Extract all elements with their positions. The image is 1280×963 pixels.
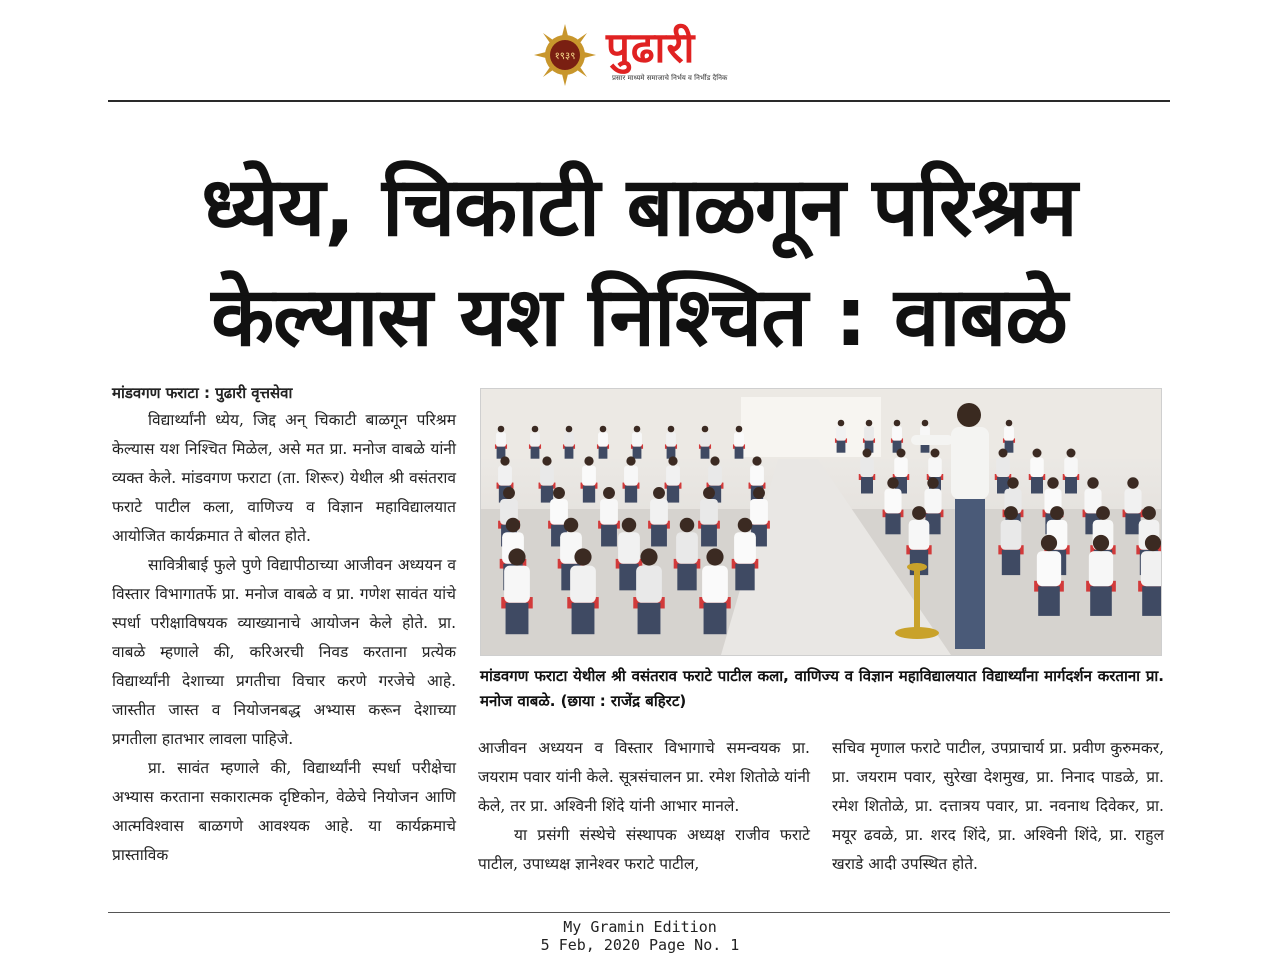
masthead: [0, 18, 1280, 90]
edition-label: My Gramin Edition: [563, 918, 717, 936]
photo-caption: मांडवगण फराटा येथील श्री वसंतराव फराटे पाटील कला, वाणिज्य व विज्ञान महाविद्यालयात विद्यार्थ्यांना मार्गदर्शन करताना प्रा. मनोज वाबळे. (छाया : राजेंद्र बहिरट): [480, 667, 1164, 710]
article-column-1: [112, 380, 456, 870]
emblem-text: १९३९: [554, 51, 576, 62]
paragraph: या प्रसंगी संस्थेचे संस्थापक अध्यक्ष राजीव फराटे पाटील, उपाध्यक्ष ज्ञानेश्वर फराटे पाटील,: [478, 826, 810, 873]
newspaper-name: पुढारी: [606, 23, 696, 72]
paragraph: आजीवन अध्ययन व विस्तार विभागाचे समन्वयक प्रा. जयराम पवार यांनी केले. सूत्रसंचालन प्रा. रमेश शितोळे यांनी केले, तर प्रा. अश्विनी शिंदे यांनी आभार मानले.: [478, 739, 810, 815]
headline-line-1: ध्येय, चिकाटी बाळगून परिश्रम: [201, 160, 1077, 255]
article-column-2: [478, 734, 810, 879]
dateline: मांडवगण फराटा : पुढारी वृत्तसेवा: [112, 384, 293, 402]
paragraph: प्रा. सावंत म्हणाले की, विद्यार्थ्यांनी स्पर्धा परीक्षेचा अभ्यास करताना सकारात्मक दृष्टिकोन, वेळेचे नियोजन आणि आत्मविश्वास बाळगणे आवश्यक आहे. या कार्यक्रमाचे प्रास्ताविक: [112, 759, 456, 864]
article-photo: [480, 388, 1162, 656]
newspaper-tagline: प्रसार माध्यमे समाजाचे निर्भय व निर्भीड दैनिक: [612, 74, 728, 82]
headline-line-2: केल्यास यश निश्चित : वाबळे: [211, 270, 1067, 365]
top-divider: [108, 100, 1170, 102]
paragraph: विद्यार्थ्यांनी ध्येय, जिद्द अन् चिकाटी बाळगून परिश्रम केल्यास यश निश्चित मिळेल, असे मत प्रा. मनोज वाबळे यांनी व्यक्त केले. मांडवगण फराटा (ता. शिरूर) येथील श्री वसंतराव फराटे पाटील कला, वाणिज्य व विज्ञान महाविद्यालयात आयोजित कार्यक्रमात ते बोलत होते.: [112, 411, 456, 545]
article-column-3: [832, 734, 1164, 879]
classroom-photo-illustration: [481, 389, 1161, 655]
date-page-label: 5 Feb, 2020 Page No. 1: [540, 936, 740, 954]
sun-emblem-icon: [532, 22, 598, 88]
bottom-divider: [108, 912, 1170, 913]
paragraph: सचिव मृणाल फराटे पाटील, उपप्राचार्य प्रा. प्रवीण कुरुमकर, प्रा. जयराम पवार, सुरेखा देशमुख, प्रा. निनाद पाडळे, प्रा. रमेश शितोळे, प्रा. दत्तात्रय पवार, प्रा. नवनाथ दिवेकर, प्रा. मयूर ढवळे, प्रा. शरद शिंदे, प्रा. अश्विनी शिंदे, प्रा. राहुल खराडे आदी उपस्थित होते.: [832, 739, 1164, 873]
paragraph: सावित्रीबाई फुले पुणे विद्यापीठाच्या आजीवन अध्ययन व विस्तार विभागातर्फे प्रा. मनोज वाबळे व प्रा. गणेश सावंत यांचे स्पर्धा परीक्षाविषयक व्याख्यानाचे आयोजन केले होते. प्रा. वाबळे म्हणाले की, करिअरची निवड करताना प्रत्येक विद्यार्थ्यांनी देशाच्या प्रगतीचा विचार करणे गरजेचे आहे. जास्तीत जास्त व नियोजनबद्ध अभ्यास करून देशाच्या प्रगतीला हातभार लावला पाहिजे.: [112, 556, 456, 748]
